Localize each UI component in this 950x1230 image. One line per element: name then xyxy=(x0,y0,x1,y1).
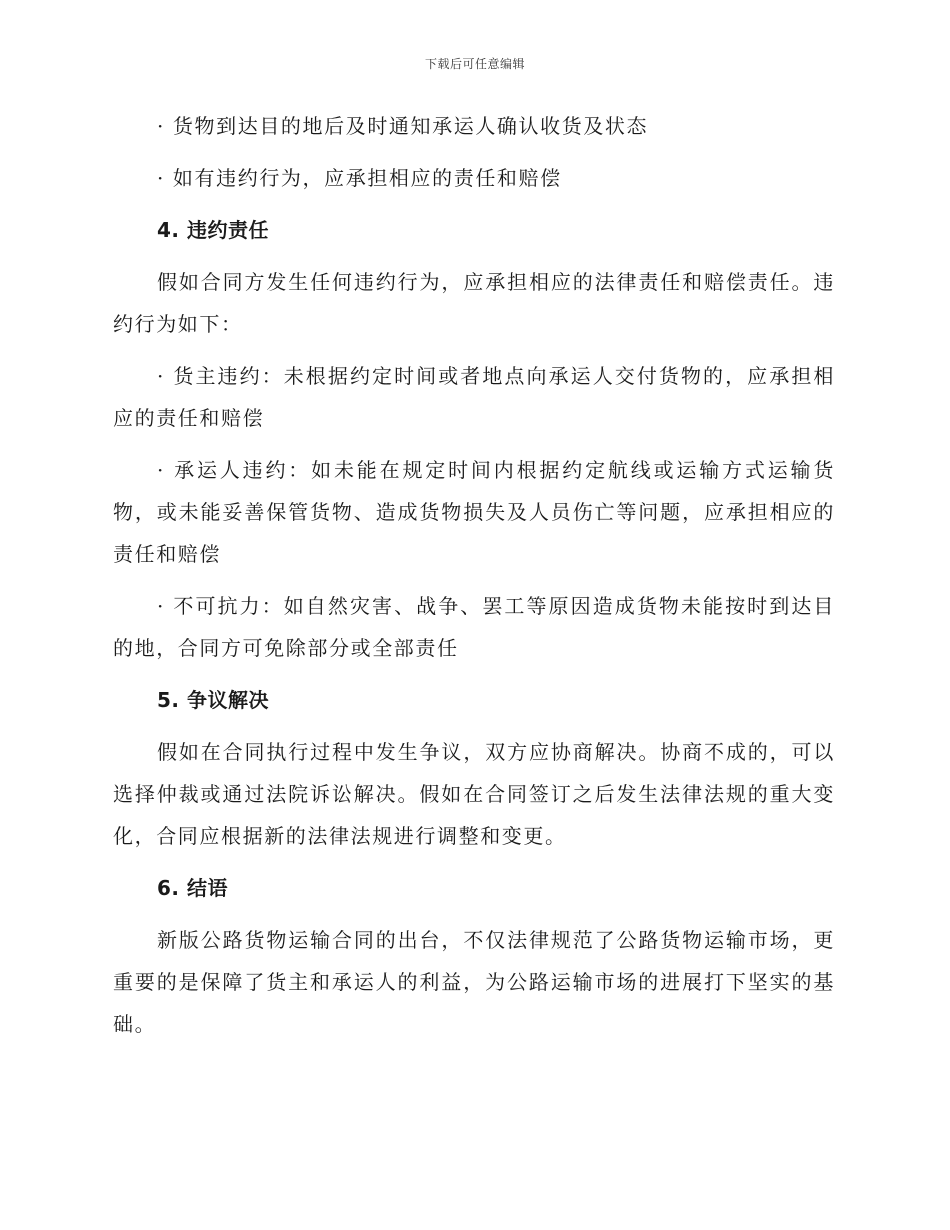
section-heading-dispute: 5. 争议解决 xyxy=(157,688,269,712)
section-heading-conclusion: 6. 结语 xyxy=(157,876,228,900)
bullet-item-shipper-breach: · 货主违约：未根据约定时间或者地点向承运人交付货物的，应承担相应的责任和赔偿 xyxy=(113,364,835,430)
bullet-item-notify-carrier: · 货物到达目的地后及时通知承运人确认收货及状态 xyxy=(157,114,649,138)
bullet-item-breach-liability: · 如有违约行为，应承担相应的责任和赔偿 xyxy=(157,166,562,190)
section-heading-breach: 4. 违约责任 xyxy=(157,218,269,242)
paragraph-conclusion: 新版公路货物运输合同的出台，不仅法律规范了公路货物运输市场，更重要的是保障了货主和承运人的利益，为公路运输市场的进展打下坚实的基础。 xyxy=(113,928,835,1036)
bullet-item-force-majeure: · 不可抗力：如自然灾害、战争、罢工等原因造成货物未能按时到达目的地，合同方可免除部分或全部责任 xyxy=(113,594,835,660)
page-header: 下载后可任意编辑 xyxy=(424,57,525,71)
document-body xyxy=(113,105,835,1055)
paragraph-dispute-resolution: 假如在合同执行过程中发生争议，双方应协商解决。协商不成的，可以选择仲裁或通过法院诉讼解决。假如在合同签订之后发生法律法规的重大变化，合同应根据新的法律法规进行调整和变更。 xyxy=(113,740,835,848)
bullet-item-carrier-breach: · 承运人违约：如未能在规定时间内根据约定航线或运输方式运输货物，或未能妥善保管货物、造成货物损失及人员伤亡等问题，应承担相应的责任和赔偿 xyxy=(113,458,835,566)
paragraph-breach-intro: 假如合同方发生任何违约行为，应承担相应的法律责任和赔偿责任。违约行为如下： xyxy=(113,270,835,336)
